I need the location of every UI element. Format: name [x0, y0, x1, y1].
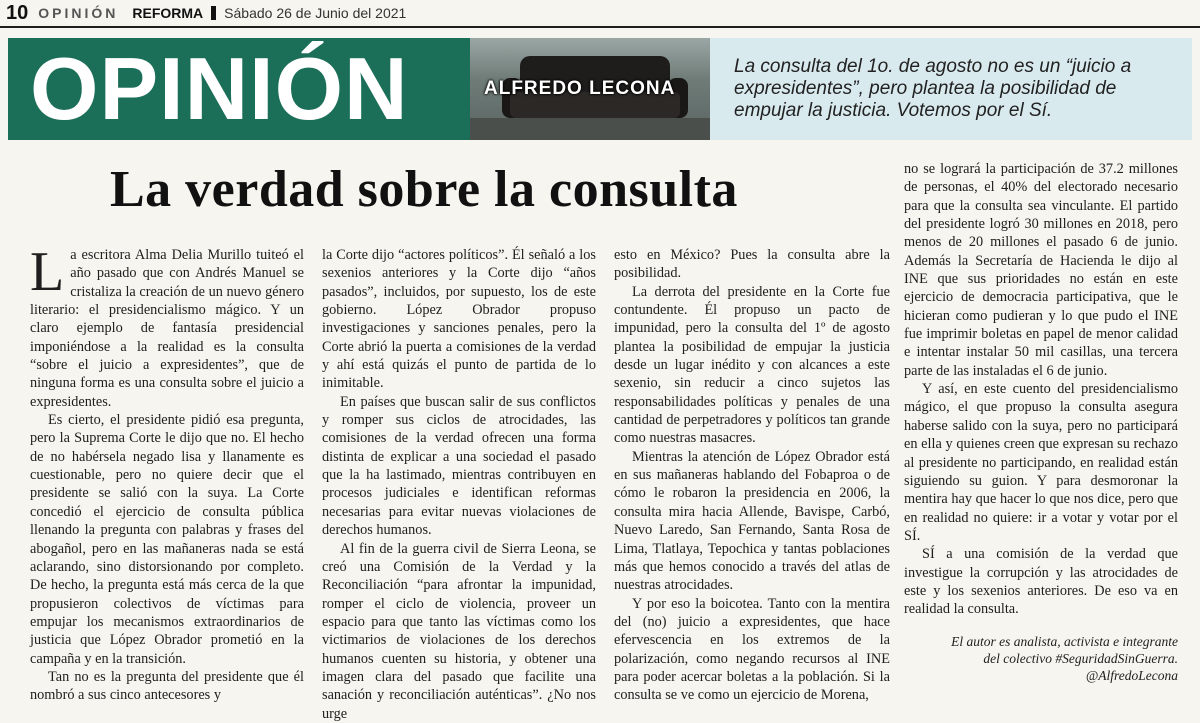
paragraph: Al fin de la guerra civil de Sierra Leona, se creó una Comisión de la Verdad y la Reconciliación “para afrontar la impunidad, romper el ciclo de violencia, proveer un espacio para que tanto las víctimas como los victimarios de violaciones de los derechos humanos cuenten su historia, y obtener una imagen clara del pasado que facilite una sanación y reconciliación auténticas”. ¿No nos urge: [322, 540, 596, 722]
opinion-banner: [8, 38, 1192, 140]
paragraph: esto en México? Pues la consulta abre la posibilidad.: [614, 247, 890, 282]
drop-cap: L: [30, 241, 65, 303]
paragraph: La derrota del presidente en la Corte fue contundente. Él propuso un pacto de impunidad, pero la consulta del 1º de agosto plantea la posibilidad de empujar la justicia desde un lugar inédito y con alcances a este sexenio, sin reducir a cinco sujetos las responsabilidades políticas y penales de una cantidad de perpetradores y políticos tan grande como nuestras masacres.: [614, 283, 890, 447]
article-column-2: [322, 246, 596, 723]
issue-date: Sábado 26 de Junio del 2021: [224, 5, 407, 21]
paragraph: Y así, en este cuento del presidencialismo mágico, el que propuso la consulta asegura haberse salido con la suya, pero no participará en ella y quienes creen que expresan su rechazo al presidente no participando, en realidad están siguiendo su guion. Y para desmoronar la mentira hay que hacer lo que nos dice, pero que en realidad no quiere: ir a votar y votar por el SÍ.: [904, 381, 1178, 544]
paragraph: la Corte dijo “actores políticos”. Él señaló a los sexenios anteriores y la Corte dijo “años pasados”, incluidos, por supuesto, los de este gobierno. López Obrador propuso investigaciones y sanciones penales, pero la Corte abrió la puerta a comisiones de la verdad y ahí está quizás el punto de partida de lo inimitable.: [322, 247, 596, 392]
page-header: [0, 0, 1200, 28]
article-column-1: [30, 241, 304, 705]
author-name: ALFREDO LECONA: [484, 78, 676, 99]
page-number: 10: [6, 1, 29, 24]
paragraph: La escritora Alma Delia Murillo tuiteó el año pasado que con Andrés Manuel se cristaliza la creación de un nuevo género literario: el presidencialismo mágico. Y un claro ejemplo de fantasía presidencial imponiéndose a la realidad es la consulta “sobre el juicio a expresidentes”, que de ninguna forma es una consulta sobre el juicio a expresidentes.: [30, 241, 304, 410]
header-separator: [211, 6, 216, 20]
paragraph: Y por eso la boicotea. Tanto con la mentira del (no) juicio a expresidentes, que hace efervescencia en los extremos de la polarización, como negando recursos al INE para poder acercar boletas a la población. Si la consulta se ve como un ejercicio de Morena,: [614, 595, 890, 704]
article-headline: La verdad sobre la consulta: [110, 161, 738, 218]
newspaper-brand: REFORMA: [132, 5, 204, 21]
paragraph: SÍ a una comisión de la verdad que investigue la corrupción y las atrocidades de este y los sexenios anteriores. De eso va en realidad la consulta.: [904, 546, 1178, 618]
author-photo: [470, 38, 710, 140]
author-signature: [904, 633, 1178, 684]
paragraph: En países que buscan salir de sus conflictos y romper sus ciclos de atrocidades, las comisiones de la verdad ofrecen una forma distinta de explicar a una sociedad el pasado que la ha lastimado, mientras contribuyen en procesos judiciales e identifican reformas necesarias para evitar nuevas violaciones de derechos humanos.: [322, 393, 596, 539]
paragraph: Tan no es la pregunta del presidente que él nombró a sus cinco antecesores y: [30, 668, 304, 704]
section-label: OPINIÓN: [38, 5, 119, 21]
author-bio-line-2: del colectivo #SeguridadSinGuerra.: [983, 650, 1178, 666]
paragraph: Mientras la atención de López Obrador está en sus mañaneras hablando del Fobaproa o de cómo le robaron la presidencia en 2006, la consulta mira hacia Allende, Bavispe, Carbó, Nuevo Laredo, San Fernando, Santa Rosa de Lima, Tlatlaya, Tepochica y tantas poblaciones más que hemos conocido a través del atlas de nuestras atrocidades.: [614, 448, 890, 594]
paragraph: no se logrará la participación de 37.2 millones de personas, el 40% del electorado necesario para que la consulta sea vinculante. El partido del presidente logró 30 millones en 2018, pero menos de 20 millones el pasado 6 de junio. Además la Secretaría de Hacienda le dijo al INE que sus prioridades no están en este ejercicio de democracia participativa, que le hicieran como pudieran y lo que pudo el INE fue imprimir boletas en papel de menor calidad e intentar instalar 50 mil casillas, una tercera parte de las instaladas el 6 de junio.: [904, 161, 1178, 379]
article-column-4: [904, 160, 1178, 684]
author-handle: @AlfredoLecona: [1085, 667, 1178, 683]
section-title: OPINIÓN: [8, 38, 470, 140]
article-column-3: [614, 246, 890, 705]
paragraph: Es cierto, el presidente pidió esa pregunta, pero la Suprema Corte le dijo que no. El hecho de no habérsela negado lisa y llanamente es cuestionable, pero no quiere decir que el presidente se salió con la suya. La Corte concedió el ejercicio de consulta pública llenando la pregunta con palabras y frases del abogañol, pero en las mañaneras nada se está aclarando, sino distorsionando por completo. De hecho, la pregunta está más cerca de la que propusieron colectivos de víctimas para empujar los mecanismos extraordinarios de justicia que López Obrador prometió en la campaña y en la transición.: [30, 412, 304, 667]
author-bio-line-1: El autor es analista, activista e integrante: [951, 633, 1178, 649]
article-lead: La consulta del 1o. de agosto no es un “juicio a expresidentes”, pero plantea la posibilidad de empujar la justicia. Votemos por el Sí.: [734, 56, 1132, 121]
